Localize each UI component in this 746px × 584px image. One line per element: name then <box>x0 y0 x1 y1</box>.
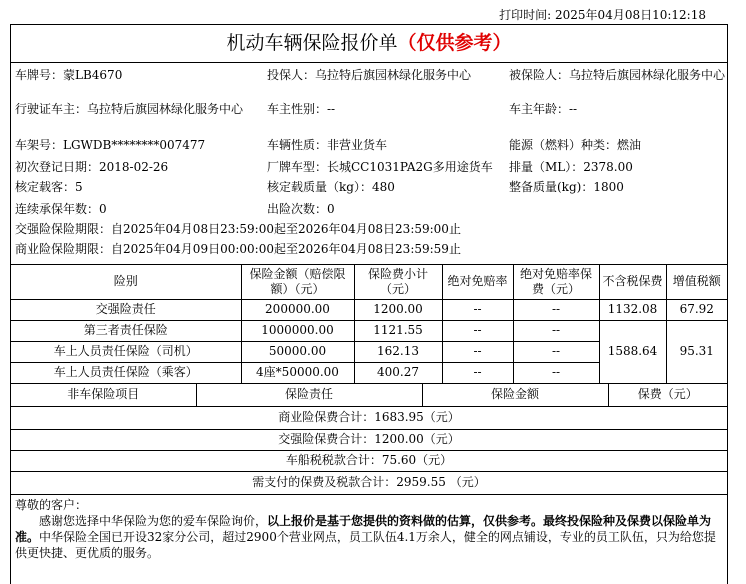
totals-table <box>11 407 727 495</box>
header-non-vehicle-item: 非车保险项目 <box>11 384 196 407</box>
coverage-amount: 4座*50000.00 <box>241 362 354 383</box>
fuel-type: 能源（燃料）种类：燃油 <box>509 138 642 152</box>
table-header-row <box>11 265 727 299</box>
table-row <box>11 320 727 341</box>
commercial-total: 商业险保费合计：1683.95（元） <box>11 407 727 429</box>
page-title <box>11 25 727 63</box>
rated-load: 核定载质量（kg）：480 <box>267 180 395 194</box>
claim-free-years: 连续承保年数：0 <box>15 202 107 216</box>
notice-text-bold: 以上报价是基于您提供的资料做的估算，仅供参考。最终投保险种及保费以保险单为准。 <box>15 513 712 544</box>
notice-text-a: 感谢您选择中华保险为您的爱车保险询价， <box>39 513 268 528</box>
deductible-rate: -- <box>442 341 513 362</box>
curb-weight: 整备质量(kg)：1800 <box>509 180 624 194</box>
coverage-premium: 400.27 <box>354 362 442 383</box>
header-deductible-premium: 绝对免赔率保费（元） <box>513 265 599 299</box>
notice-paragraph <box>15 513 723 561</box>
compulsory-vat: 67.92 <box>666 299 727 320</box>
header-coverage: 险别 <box>11 265 241 299</box>
header-non-vehicle-amount: 保险金额 <box>422 384 608 407</box>
vehicle-usage: 车辆性质：非营业货车 <box>267 138 388 152</box>
commercial-period: 商业险保险期限：自2025年04月09日00:00:00起至2026年04月08日23:59:59止 <box>15 242 461 256</box>
vehicle-info <box>11 63 727 265</box>
policyholder: 投保人：乌拉特后旗园林绿化服务中心 <box>267 68 472 82</box>
header-vat: 增值税额 <box>666 265 727 299</box>
vin: 车架号：LGWDB********007477 <box>15 138 206 152</box>
deductible-premium: -- <box>513 299 599 320</box>
coverage-name: 车上人员责任保险（司机） <box>11 341 241 362</box>
owner-gender: 车主性别：-- <box>267 102 336 116</box>
coverage-amount: 200000.00 <box>241 299 354 320</box>
notice-text-c: 中华保险全国已开设32家分公司，超过2900个营业网点，员工队伍4.1万余人，健全的网点铺设，专业的员工队伍，只为给您提供更快捷、更优质的服务。 <box>15 529 716 560</box>
coverage-name: 车上人员责任保险（乘客） <box>11 362 241 383</box>
coverage-amount: 50000.00 <box>241 341 354 362</box>
registration-date: 初次登记日期：2018-02-26 <box>15 160 169 174</box>
coverage-amount: 1000000.00 <box>241 320 354 341</box>
displacement: 排量（ML）：2378.00 <box>509 160 633 174</box>
non-vehicle-table <box>11 384 727 408</box>
seat-capacity: 核定载客：5 <box>15 180 83 194</box>
coverage-premium: 162.13 <box>354 341 442 362</box>
title-text: 机动车辆保险报价单 <box>226 32 398 54</box>
non-vehicle-header-row <box>11 384 727 407</box>
coverage-name: 交强险责任 <box>11 299 241 320</box>
deductible-rate: -- <box>442 362 513 383</box>
coverage-premium: 1200.00 <box>354 299 442 320</box>
commercial-vat: 95.31 <box>666 320 727 383</box>
deductible-rate: -- <box>442 320 513 341</box>
print-time: 打印时间: 2025年04月08日10:12:18 <box>499 8 706 22</box>
header-net-premium: 不含税保费 <box>599 265 666 299</box>
coverage-name: 第三者责任保险 <box>11 320 241 341</box>
compulsory-total: 交强险保费合计：1200.00（元） <box>11 429 727 450</box>
accident-count: 出险次数：0 <box>267 202 335 216</box>
deductible-rate: -- <box>442 299 513 320</box>
premium-table <box>11 265 727 384</box>
compulsory-period: 交强险保险期限：自2025年04月08日23:59:00起至2026年04月08日23:59:00止 <box>15 222 461 236</box>
deductible-premium: -- <box>513 320 599 341</box>
salutation: 尊敬的客户： <box>15 497 88 512</box>
license-owner: 行驶证车主：乌拉特后旗园林绿化服务中心 <box>15 102 244 116</box>
deductible-premium: -- <box>513 341 599 362</box>
quote-sheet <box>10 24 728 584</box>
commercial-net-premium: 1588.64 <box>599 320 666 383</box>
deductible-premium: -- <box>513 362 599 383</box>
vessel-tax-total: 车船税税款合计：75.60（元） <box>11 450 727 471</box>
compulsory-net-premium: 1132.08 <box>599 299 666 320</box>
header-non-vehicle-premium: 保费（元） <box>608 384 727 407</box>
title-tag: （仅供参考） <box>397 32 512 54</box>
header-non-vehicle-liability: 保险责任 <box>196 384 422 407</box>
header-premium: 保险费小计（元） <box>354 265 442 299</box>
plate-number: 车牌号：蒙LB4670 <box>15 68 123 82</box>
grand-total: 需支付的保费及税款合计：2959.55 （元） <box>11 471 727 494</box>
owner-age: 车主年龄：-- <box>509 102 578 116</box>
insured: 被保险人：乌拉特后旗园林绿化服务中心 <box>509 68 726 82</box>
header-deductible-rate: 绝对免赔率 <box>442 265 513 299</box>
table-row <box>11 299 727 320</box>
header-amount: 保险金额（赔偿限额）（元） <box>241 265 354 299</box>
vehicle-model: 厂牌车型：长城CC1031PA2G多用途货车 <box>267 160 493 174</box>
coverage-premium: 1121.55 <box>354 320 442 341</box>
customer-notice <box>11 495 727 563</box>
